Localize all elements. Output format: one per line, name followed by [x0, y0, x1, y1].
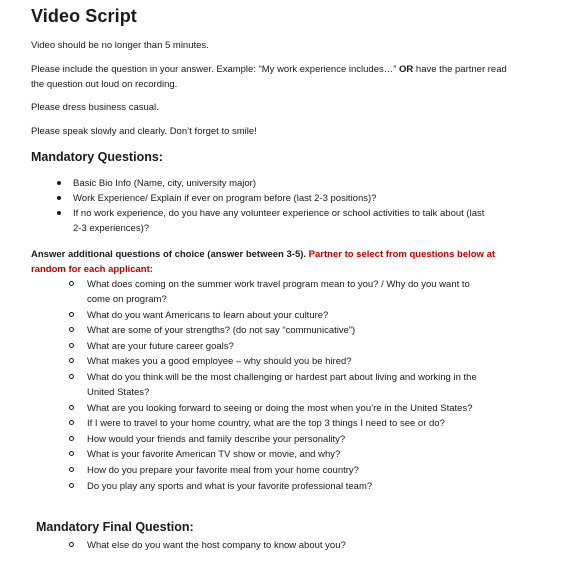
list-item: How do you prepare your favorite meal from your home country? [31, 463, 491, 478]
intro-include-question-or: OR [399, 64, 414, 75]
mandatory-heading: Mandatory Questions: [31, 150, 163, 164]
list-item: What do you want Americans to learn about your culture? [31, 308, 491, 323]
list-item: What are your future career goals? [31, 339, 491, 354]
list-item: What do you think will be the most challenging or hardest part about living and working in the United States? [31, 370, 491, 400]
intro-dress: Please dress business casual. [31, 102, 159, 113]
intro-include-question-a: Please include the question in your answer. Example: “My work experience includes…” [31, 64, 400, 75]
final-list [31, 538, 491, 554]
intro-length: Video should be no longer than 5 minutes. [31, 40, 209, 51]
mandatory-list [31, 176, 491, 236]
final-heading: Mandatory Final Question: [36, 520, 194, 534]
list-item: What makes you a good employee – why should you be hired? [31, 354, 491, 369]
list-item: Work Experience/ Explain if ever on program before (last 2-3 positions)? [31, 191, 491, 206]
list-item: What is your favorite American TV show or movie, and why? [31, 447, 491, 462]
intro-include-question-b: have the partner read the question out loud on recording. [31, 64, 507, 90]
document-title: Video Script [31, 6, 137, 26]
list-item: If I were to travel to your home country, what are the top 3 things I need to see or do? [31, 416, 491, 431]
list-item: If no work experience, do you have any volunteer experience or school activities to talk about (last 2-3 experiences)? [31, 206, 491, 236]
list-item: What else do you want the host company to know about you? [31, 538, 491, 553]
list-item: What are you looking forward to seeing or doing the most when you’re in the United States? [31, 401, 491, 416]
list-item: Do you play any sports and what is your favorite professional team? [31, 479, 491, 494]
intro-include-question [31, 63, 511, 92]
additional-lead [31, 248, 501, 277]
additional-list [31, 277, 491, 494]
intro-speak: Please speak slowly and clearly. Don’t forget to smile! [31, 126, 257, 137]
list-item: What are some of your strengths? (do not say “communicative”) [31, 323, 491, 338]
list-item: How would your friends and family describe your personality? [31, 432, 491, 447]
list-item: Basic Bio Info (Name, city, university major) [31, 176, 491, 191]
list-item: What does coming on the summer work travel program mean to you? / Why do you want to come on program? [31, 277, 491, 307]
additional-lead-red: Partner to select from questions below at random for each applicant: [31, 249, 496, 275]
additional-lead-text: Answer additional questions of choice (answer between 3-5). [31, 249, 309, 260]
